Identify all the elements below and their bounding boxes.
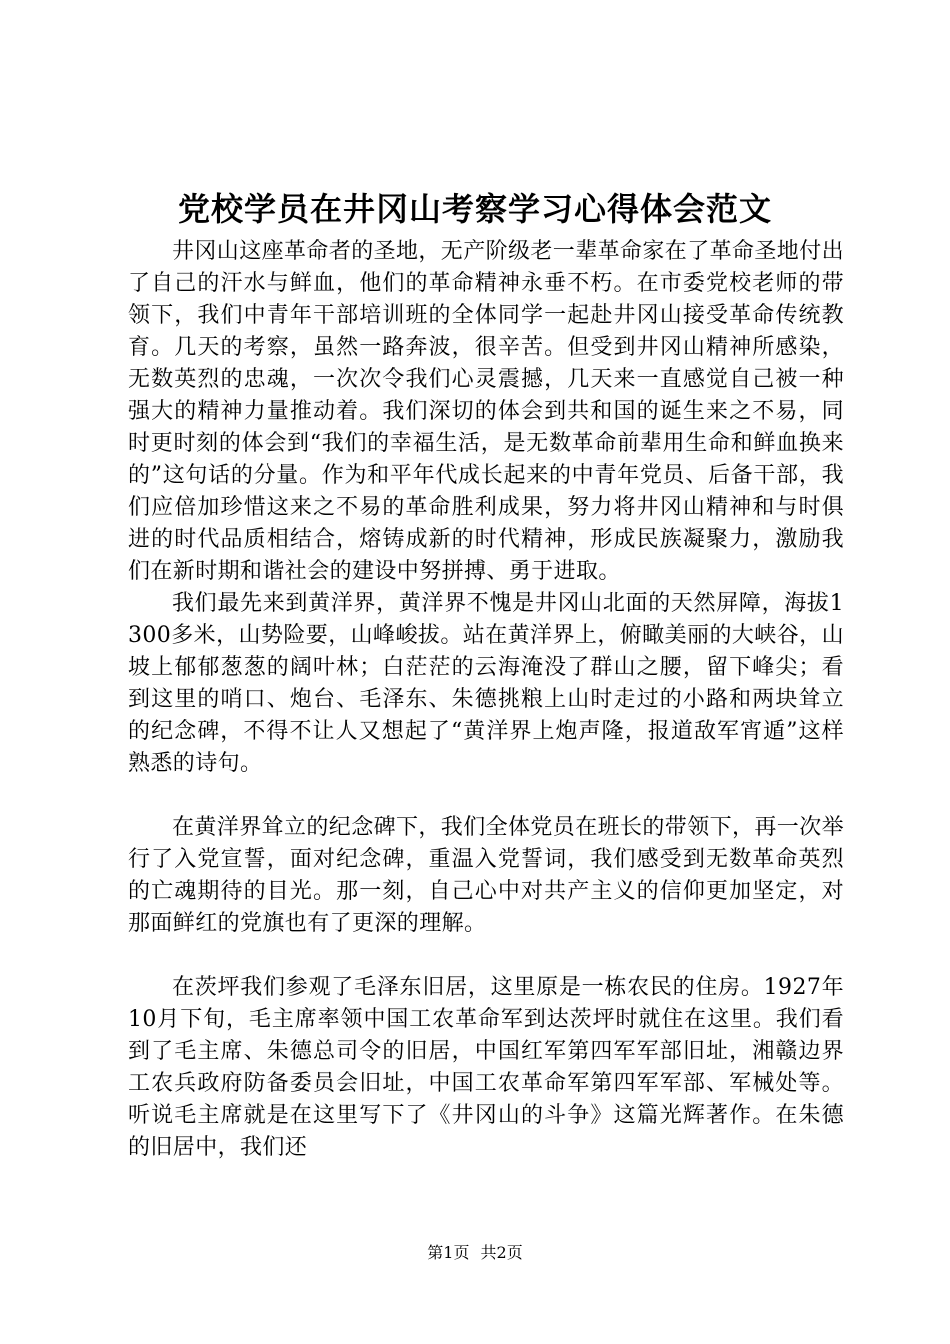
paragraph: 我们最先来到黄洋界，黄洋界不愧是井冈山北面的天然屏障，海拔1300多米，山势险要，山峰峻拔。站在黄洋界上，俯瞰美丽的大峡谷，山坡上郁郁葱葱的阔叶林；白茫茫的云海淹没了群山之腰，留下峰尖；看到这里的哨口、炮台、毛泽东、朱德挑粮上山时走过的小路和两块耸立的纪念碑，不得不让人又想起了“黄洋界上炮声隆，报道敌军宵遁”这样熟悉的诗句。: [128, 591, 844, 776]
paragraph: 在茨坪我们参观了毛泽东旧居，这里原是一栋农民的住房。1927年10月下旬，毛主席率领中国工农革命军到达茨坪时就住在这里。我们看到了毛主席、朱德总司令的旧居，中国红军第四军军部旧址，湘赣边界工农兵政府防备委员会旧址，中国工农革命军第四军军部、军械处等。听说毛主席就是在这里写下了《井冈山的斗争》这篇光辉著作。在朱德的旧居中，我们还: [128, 975, 844, 1160]
document-body: [128, 236, 844, 1164]
page-total: 共2页: [480, 1243, 523, 1262]
document-title: 党校学员在井冈山考察学习心得体会范文: [177, 190, 772, 228]
paragraph: 在黄洋界耸立的纪念碑下，我们全体党员在班长的带领下，再一次举行了入党宣誓，面对纪念碑，重温入党誓词，我们感受到无数革命英烈的亡魂期待的目光。那一刻，自己心中对共产主义的信仰更加坚定，对那面鲜红的党旗也有了更深的理解。: [128, 815, 845, 936]
page-footer: [0, 1242, 950, 1264]
page-number: 第1页: [427, 1243, 470, 1262]
paragraph: 井冈山这座革命者的圣地，无产阶级老一辈革命家在了革命圣地付出了自己的汗水与鲜血，他们的革命精神永垂不朽。在市委党校老师的带领下，我们中青年干部培训班的全体同学一起赴井冈山接受革命传统教育。几天的考察，虽然一路奔波，很辛苦。但受到井冈山精神所感染，无数英烈的忠魂，一次次令我们心灵震撼，几天来一直感觉自己被一种强大的精神力量推动着。我们深切的体会到共和国的诞生来之不易，同时更时刻的体会到“我们的幸福生活，是无数革命前辈用生命和鲜血换来的”这句话的分量。作为和平年代成长起来的中青年党员、后备干部，我们应倍加珍惜这来之不易的革命胜利成果，努力将井冈山精神和与时俱进的时代品质相结合，熔铸成新的时代精神，形成民族凝聚力，激励我们在新时期和谐社会的建设中努拼搏、勇于进取。: [128, 239, 845, 584]
